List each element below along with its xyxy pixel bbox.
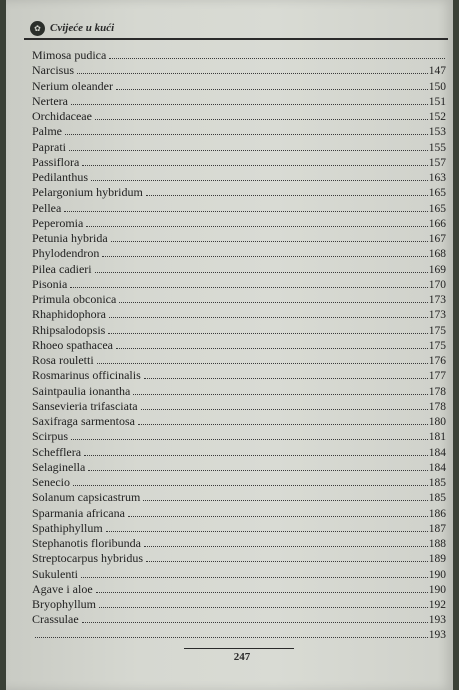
header-rule — [24, 38, 448, 40]
footer-rule — [184, 648, 294, 649]
entry-page: 176 — [428, 355, 446, 367]
entry-page: 180 — [428, 416, 446, 428]
entry-name: Bryophyllum — [32, 597, 97, 611]
entry-name: Nerium oleander — [32, 78, 113, 93]
toc-entry — [32, 155, 446, 170]
entry-page: 152 — [428, 111, 446, 123]
dot-leader — [96, 591, 428, 593]
toc-entry — [32, 445, 446, 460]
entry-page: 185 — [428, 492, 446, 505]
entry-page: 187 — [428, 522, 446, 535]
entry-name: Sansevieria trifasciata — [32, 398, 138, 413]
entry-page: 175 — [428, 324, 446, 337]
dot-leader — [143, 499, 427, 501]
entry-name: Rosmarinus officinalis — [32, 368, 141, 383]
dot-leader — [69, 149, 428, 151]
entry-name: Mimosa pudica — [32, 48, 107, 62]
entry-page: 178 — [428, 400, 446, 413]
dot-leader — [35, 636, 428, 638]
toc-entry — [32, 231, 446, 246]
toc-entry — [32, 63, 446, 78]
entry-page: 157 — [428, 156, 446, 169]
entry-name: Peperomia — [32, 215, 84, 230]
entry-name: Paprati — [32, 139, 66, 154]
dot-leader — [141, 408, 428, 410]
entry-name: Solanum capsicastrum — [32, 490, 141, 505]
toc-entry — [32, 597, 446, 612]
toc-entry — [32, 628, 446, 643]
toc-entry — [32, 48, 446, 63]
entry-name: Palme — [32, 124, 62, 139]
entry-page: 188 — [428, 538, 446, 550]
entry-name: Passiflora — [32, 154, 80, 169]
dot-leader — [95, 118, 428, 120]
toc-entry — [32, 94, 446, 109]
entry-page: 185 — [428, 477, 446, 489]
entry-name: Rosa rouletti — [32, 353, 94, 367]
entry-name: Sukulenti — [32, 566, 79, 581]
entry-name: Petunia hybrida — [32, 231, 108, 245]
toc-entry — [32, 338, 446, 353]
dot-leader — [84, 454, 428, 456]
entry-page: 151 — [428, 95, 446, 108]
dot-leader — [119, 301, 427, 303]
toc-entry — [32, 536, 446, 551]
entry-name: Orchidaceae — [32, 109, 92, 123]
entry-name: Primula obconica — [32, 292, 117, 306]
dot-leader — [109, 57, 445, 59]
entry-name: Pelargonium hybridum — [32, 185, 143, 200]
entry-name: Rhaphidophora — [32, 307, 106, 322]
entry-name: Stephanotis floribunda — [32, 536, 141, 550]
dot-leader — [86, 225, 427, 227]
toc-entry — [32, 79, 446, 94]
dot-leader — [116, 347, 428, 349]
toc-entry — [32, 521, 446, 536]
entry-page: 163 — [428, 172, 446, 184]
entry-name: Scirpus — [32, 429, 68, 444]
dot-leader — [144, 377, 428, 379]
running-header — [30, 18, 114, 38]
dot-leader — [82, 164, 427, 166]
dot-leader — [99, 606, 428, 608]
dot-leader — [144, 545, 428, 547]
entry-name: Saintpaulia ionantha — [32, 383, 131, 398]
entry-page: 193 — [428, 628, 446, 641]
entry-page: 155 — [428, 141, 446, 154]
entry-name: Rhoeo spathacea — [32, 337, 113, 352]
toc-entry — [32, 246, 446, 261]
entry-name: Selaginella — [32, 459, 86, 474]
entry-name: Pellea — [32, 200, 62, 215]
toc-entry — [32, 185, 446, 200]
dot-leader — [138, 423, 428, 425]
toc-entry — [32, 506, 446, 521]
dot-leader — [133, 393, 427, 395]
toc-entry — [32, 490, 446, 505]
entry-page: 150 — [428, 80, 446, 93]
dot-leader — [70, 286, 427, 288]
toc-entry — [32, 292, 446, 307]
entry-name: Pedilanthus — [32, 170, 88, 184]
entry-name: Streptocarpus hybridus — [32, 551, 143, 566]
dot-leader — [82, 621, 428, 623]
dot-leader — [111, 240, 428, 242]
dot-leader — [146, 560, 428, 562]
dot-leader — [71, 103, 428, 105]
toc-entry — [32, 475, 446, 490]
toc-entry — [32, 399, 446, 414]
flower-emblem-icon: ✿ — [30, 21, 45, 36]
dot-leader — [91, 179, 428, 181]
entry-page: 173 — [428, 309, 446, 322]
entry-name: Schefflera — [32, 444, 82, 459]
entry-page: 166 — [428, 217, 446, 230]
entry-name: Rhipsalodopsis — [32, 322, 106, 337]
entry-page: 192 — [428, 599, 446, 611]
toc-entry — [32, 429, 446, 444]
dot-leader — [108, 332, 427, 334]
entry-page: 167 — [428, 233, 446, 245]
entry-page: 189 — [428, 553, 446, 566]
dot-leader — [71, 438, 428, 440]
toc-entry — [32, 460, 446, 475]
toc-entry — [32, 170, 446, 185]
toc-entry — [32, 582, 446, 597]
entry-name: Nertera — [32, 93, 68, 108]
dot-leader — [77, 72, 428, 74]
toc-entry — [32, 216, 446, 231]
dot-leader — [97, 362, 428, 364]
table-of-contents — [32, 48, 446, 643]
entry-page: 165 — [428, 202, 446, 215]
toc-entry — [32, 201, 446, 216]
entry-name: Phylodendron — [32, 246, 100, 261]
entry-name: Narcisus — [32, 63, 74, 78]
entry-name: Senecio — [32, 475, 70, 489]
entry-page: 177 — [428, 370, 446, 383]
toc-entry — [32, 414, 446, 429]
entry-name: Pisonia — [32, 276, 68, 291]
dot-leader — [116, 88, 428, 90]
entry-page: 186 — [428, 507, 446, 520]
toc-entry — [32, 140, 446, 155]
entry-page: 181 — [428, 431, 446, 444]
entry-page: 165 — [428, 187, 446, 200]
toc-entry — [32, 612, 446, 627]
toc-entry — [32, 124, 446, 139]
entry-page: 193 — [428, 614, 446, 627]
entry-page: 147 — [428, 65, 446, 78]
toc-entry — [32, 277, 446, 292]
toc-entry — [32, 307, 446, 322]
dot-leader — [128, 515, 428, 517]
dot-leader — [81, 576, 428, 578]
entry-page: 173 — [428, 294, 446, 306]
entry-page: 175 — [428, 339, 446, 352]
dot-leader — [146, 194, 428, 196]
entry-name: Sparmania africana — [32, 505, 125, 520]
entry-page: 170 — [428, 278, 446, 291]
dot-leader — [109, 316, 428, 318]
dot-leader — [64, 210, 427, 212]
entry-page: 178 — [428, 385, 446, 398]
entry-name: Pilea cadieri — [32, 261, 92, 276]
toc-entry — [32, 384, 446, 399]
book-page — [6, 0, 453, 690]
toc-entry — [32, 567, 446, 582]
toc-entry — [32, 353, 446, 368]
toc-entry — [32, 262, 446, 277]
entry-page: 184 — [428, 461, 446, 474]
page-number: 247 — [233, 651, 251, 663]
entry-page: 190 — [428, 583, 446, 596]
header-title: Cvijeće u kući — [50, 22, 115, 34]
toc-entry — [32, 109, 446, 124]
entry-page: 153 — [428, 126, 446, 139]
dot-leader — [88, 469, 427, 471]
dot-leader — [73, 484, 428, 486]
toc-entry — [32, 323, 446, 338]
entry-name: Spathiphyllum — [32, 520, 103, 535]
entry-page: 168 — [428, 248, 446, 261]
dot-leader — [106, 530, 428, 532]
entry-page: 184 — [428, 446, 446, 459]
dot-leader — [95, 271, 428, 273]
entry-page: 169 — [428, 263, 446, 276]
dot-leader — [102, 255, 427, 257]
entry-page: 190 — [428, 568, 446, 581]
dot-leader — [65, 133, 428, 135]
toc-entry — [32, 551, 446, 566]
entry-name: Saxifraga sarmentosa — [32, 414, 135, 428]
entry-name: Crassulae — [32, 612, 79, 627]
toc-entry — [32, 368, 446, 383]
entry-name: Agave i aloe — [32, 581, 93, 596]
